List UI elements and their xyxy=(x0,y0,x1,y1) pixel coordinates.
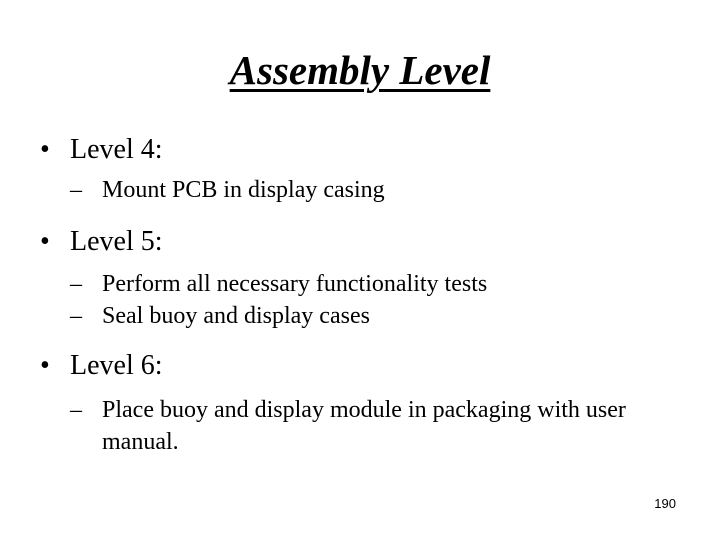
level-6-section xyxy=(40,344,690,458)
bullet-item xyxy=(40,220,690,264)
dash-icon: – xyxy=(70,271,82,297)
page-number: 190 xyxy=(654,496,676,511)
slide-content xyxy=(40,128,690,458)
sub-bullet-text: Seal buoy and display cases xyxy=(102,303,370,329)
level-label: Level 5: xyxy=(70,226,163,257)
bullet-icon: • xyxy=(40,350,50,381)
sub-bullet-list xyxy=(40,394,690,458)
level-5-section xyxy=(40,220,690,332)
dash-icon: – xyxy=(70,397,82,423)
sub-bullet-text: Perform all necessary functionality tests xyxy=(102,271,488,297)
dash-icon: – xyxy=(70,303,82,329)
sub-bullet-item xyxy=(40,300,690,332)
sub-bullet-text: Place buoy and display module in packaging with user manual. xyxy=(102,397,626,455)
bullet-item xyxy=(40,344,690,388)
slide-title: Assembly Level xyxy=(229,47,491,93)
sub-bullet-item xyxy=(40,394,690,458)
bullet-item xyxy=(40,128,690,172)
sub-bullet-text: Mount PCB in display casing xyxy=(102,177,385,203)
level-4-section xyxy=(40,128,690,206)
sub-bullet-item xyxy=(40,268,690,300)
dash-icon: – xyxy=(70,177,82,203)
sub-bullet-list xyxy=(40,174,690,206)
level-label: Level 6: xyxy=(70,350,163,381)
sub-bullet-item xyxy=(40,174,690,206)
bullet-icon: • xyxy=(40,134,50,165)
sub-bullet-list xyxy=(40,268,690,332)
bullet-icon: • xyxy=(40,226,50,257)
level-label: Level 4: xyxy=(70,134,163,165)
